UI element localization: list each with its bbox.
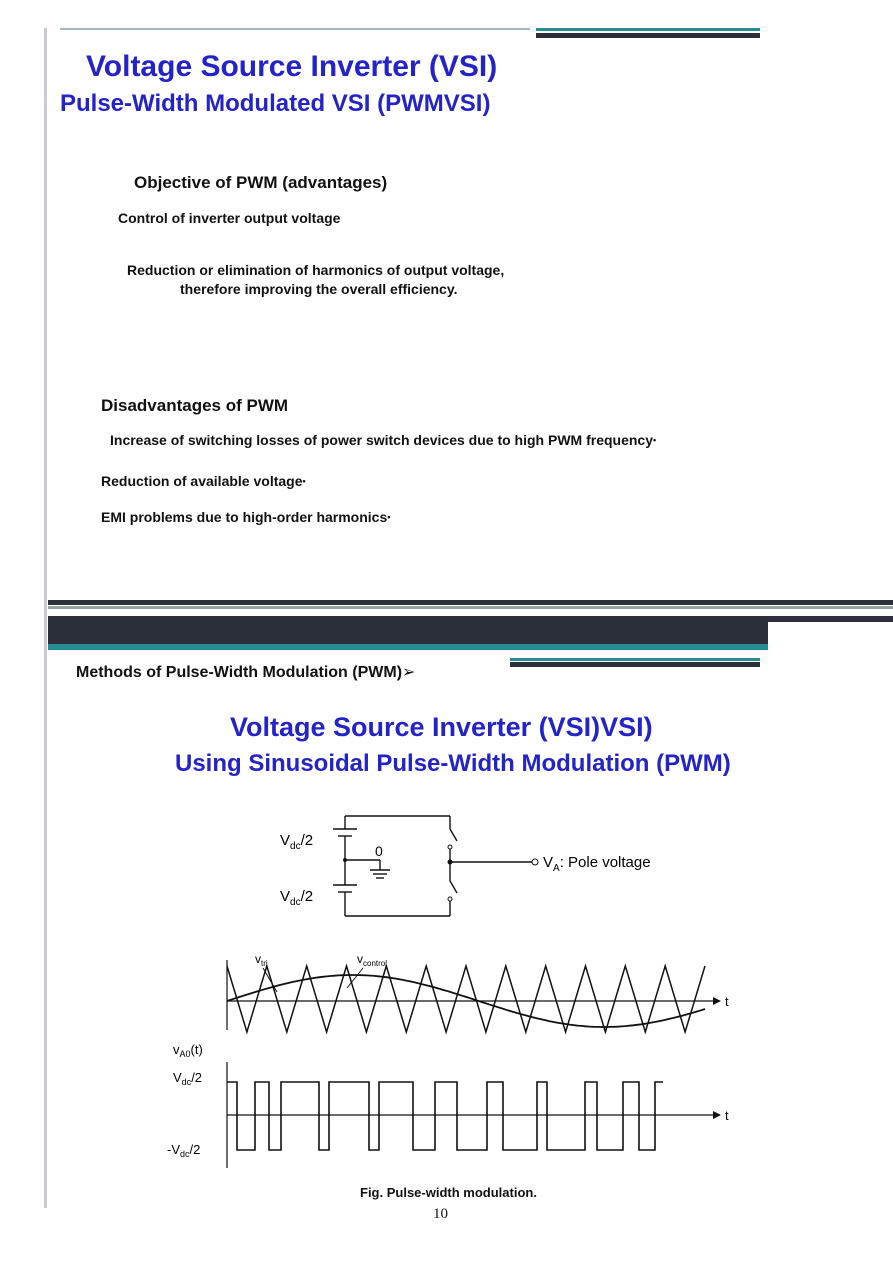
- vdc-bottom-label: $V_{dc}/2$: [280, 888, 314, 908]
- disadvantages-heading: Disadvantages of PWM: [101, 396, 289, 415]
- inverter-circuit-diagram: [270, 805, 690, 935]
- disadvantage-item: Reduction of available voltage•: [101, 473, 306, 489]
- slide2-title: Voltage Source Inverter (VSI)VSI): [230, 712, 653, 742]
- v-control-label: $v_{control}$: [357, 952, 388, 968]
- pwm-pulse-train: [227, 1082, 663, 1150]
- vdc-top-label: $V_{dc}/2$: [280, 832, 314, 852]
- bullet-icon: •: [302, 476, 306, 486]
- slide1-subtitle: Pulse-Width Modulated VSI (PWMVSI): [60, 90, 491, 117]
- v-tri-label: $v_{tri}$: [255, 952, 268, 968]
- time-label: t: [725, 994, 729, 1009]
- pole-voltage-waveform: [165, 1040, 735, 1170]
- positive-level-label: $V_{dc}/2$: [173, 1070, 203, 1087]
- bullet-icon: •: [387, 512, 391, 522]
- triangular-carrier: [227, 966, 705, 1032]
- page-number: 10: [433, 1206, 448, 1222]
- methods-line: Methods of Pulse-Width Modulation (PWM)➢: [76, 664, 416, 681]
- objective-heading: Objective of PWM (advantages): [134, 173, 388, 192]
- bullet-icon: •: [653, 435, 657, 445]
- arrow-bullet-icon: ➢: [402, 664, 416, 681]
- ground-label: 0: [375, 843, 383, 859]
- time-label: t: [725, 1108, 729, 1123]
- disadvantage-item: Increase of switching losses of power switch devices due to high PWM frequency•: [110, 432, 657, 448]
- figure-caption: Fig. Pulse-width modulation.: [360, 1185, 537, 1200]
- axis-arrow-icon: [713, 1111, 721, 1119]
- pwm-carrier-waveform: [215, 940, 735, 1035]
- axis-arrow-icon: [713, 997, 721, 1005]
- negative-level-label: $-V_{dc}/2$: [167, 1142, 201, 1159]
- objective-item-1: Control of inverter output voltage: [118, 210, 341, 226]
- objective-item-2-line1: Reduction or elimination of harmonics of output voltage,: [127, 262, 505, 278]
- objective-item-2-line2: therefore improving the overall efficiency.: [180, 281, 458, 297]
- slide2-subtitle: Using Sinusoidal Pulse-Width Modulation (PWM): [175, 750, 731, 777]
- va0-label: $v_{A0}(t)$: [173, 1042, 203, 1059]
- pole-voltage-label: $V_A$: Pole voltage: [543, 854, 651, 874]
- disadvantage-item: EMI problems due to high-order harmonics•: [101, 509, 391, 525]
- slide1-title: Voltage Source Inverter (VSI): [86, 50, 498, 83]
